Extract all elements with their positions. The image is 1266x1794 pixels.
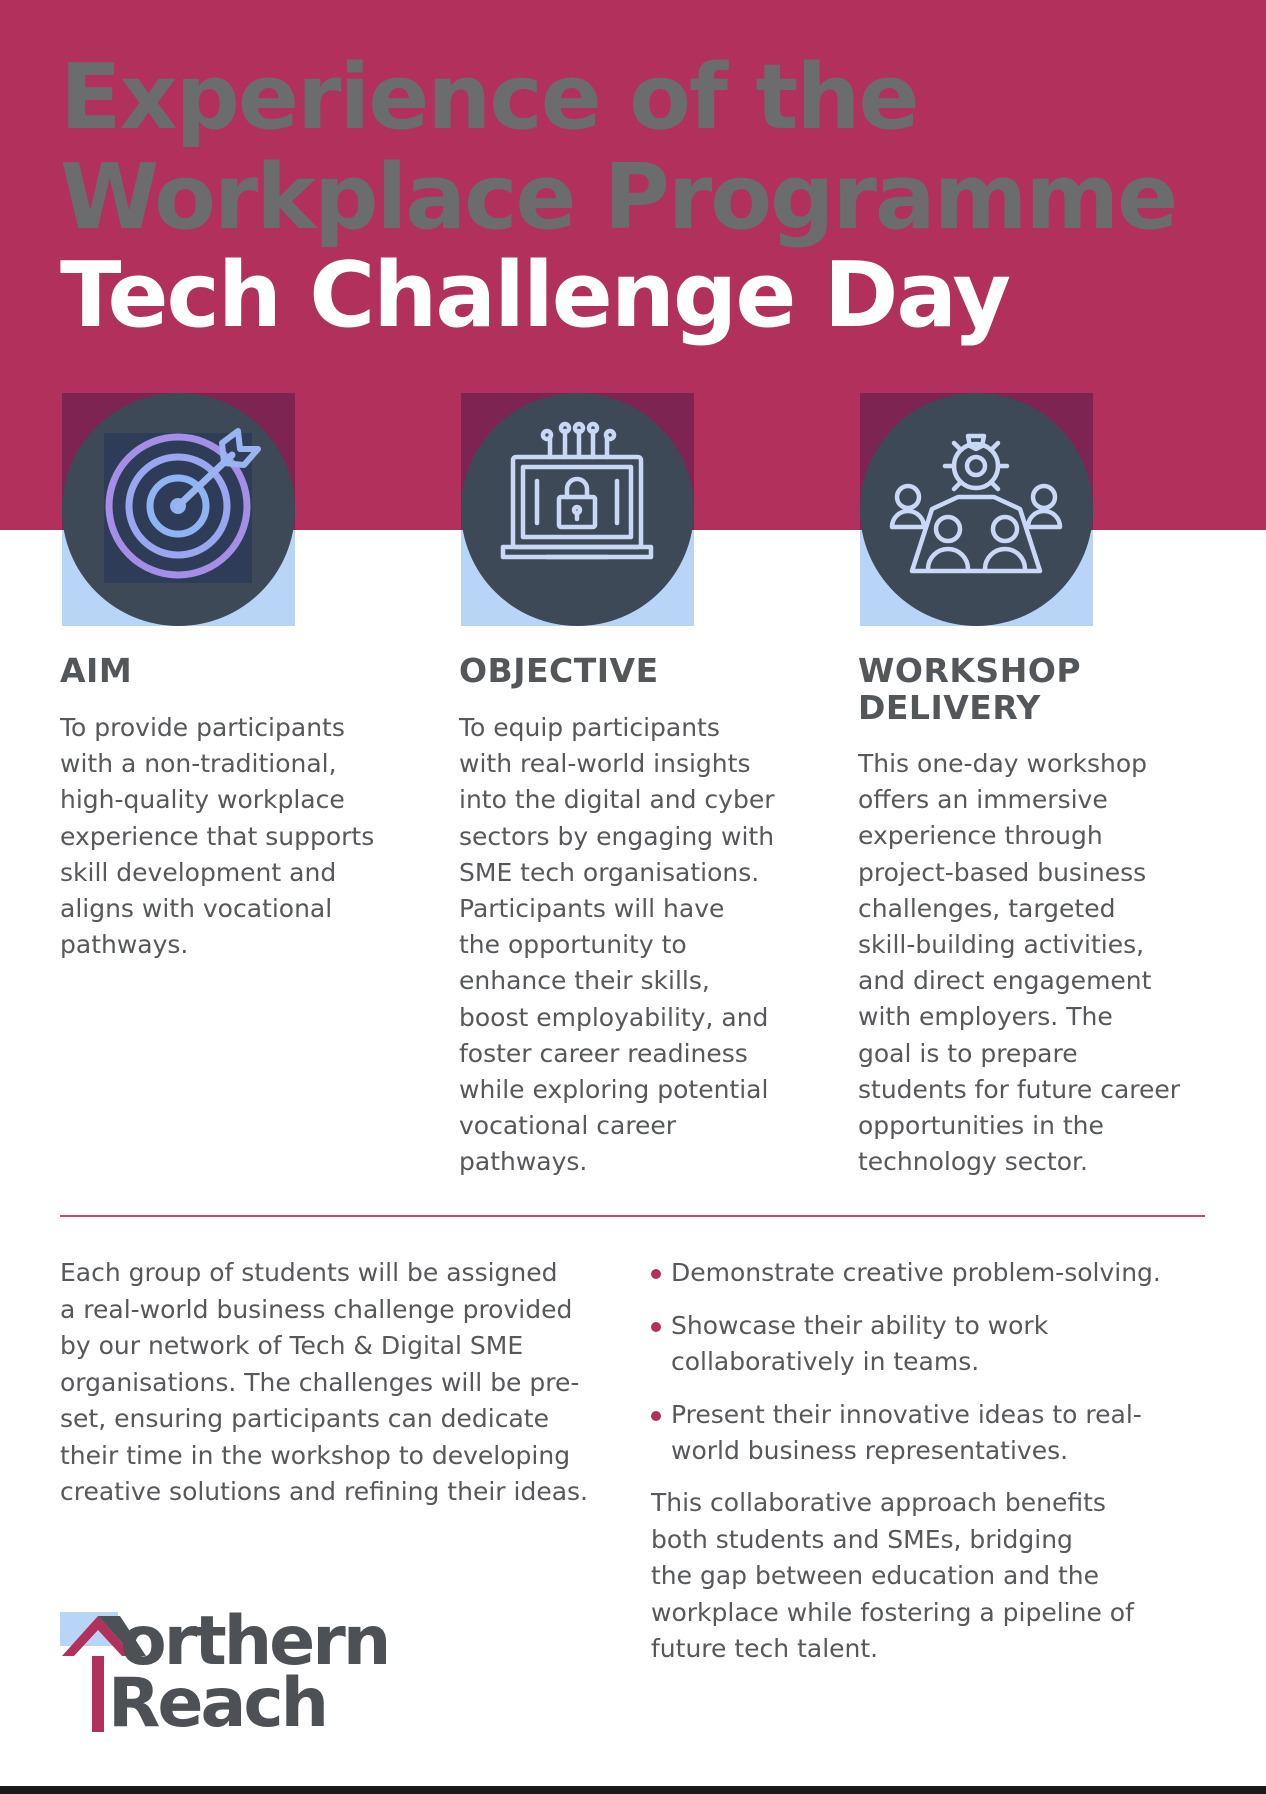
bullet-dot-icon — [651, 1269, 661, 1279]
bullet-dot-icon — [651, 1411, 661, 1421]
list-item: Showcase their ability to work collaboratively in teams. — [651, 1308, 1211, 1381]
benefits-text: This collaborative approach benefits both students and SMEs, bridging the gap between education and the workplace while fostering a pipeline of future tech talent. — [651, 1488, 1134, 1663]
workshop-heading: WORKSHOP DELIVERY — [858, 651, 1082, 727]
aim-icon-box — [62, 393, 295, 626]
objective-text: To equip participants with real-world insights into the digital and cyber sectors by engaging with SME tech organisations. Participants will have the opportunity to enhance their skills, boost employability, and foster career readiness while exploring potential vocational career pathways. — [459, 713, 775, 1177]
challenge-description: Each group of students will be assigned a real-world business challenge provided by our network of Tech & Digital SME organisations. The challenges will be pre- set, ensuring participants can dedicate their time in the workshop to developing creative solutions and refining their ideas. — [60, 1258, 588, 1506]
team-meeting-icon — [860, 393, 1093, 626]
target-icon — [62, 393, 295, 626]
goals-list — [651, 1255, 1211, 1486]
bottom-edge — [0, 1786, 1266, 1794]
workshop-icon-box — [860, 393, 1093, 626]
page-title — [60, 45, 1177, 250]
workshop-text: This one-day workshop offers an immersive experience through project-based business challenges, targeted skill-building activities, and direct engagement with employers. The goal is to prepare students for future career opportunities in the technology sector. — [858, 749, 1181, 1177]
title-line-1: Experience of the — [60, 45, 918, 150]
aim-heading: AIM — [60, 651, 133, 690]
page-subtitle: Tech Challenge Day — [60, 243, 1010, 348]
logo-text-line-2: Reach — [108, 1664, 327, 1743]
logo-text-line-1: orthern — [120, 1602, 389, 1681]
title-line-2: Workplace Programme — [60, 145, 1177, 250]
objective-icon-box — [461, 393, 694, 626]
aim-text: To provide participants with a non-traditional, high-quality workplace experience that supports skill development and aligns with vocational pathways. — [60, 713, 375, 960]
section-divider — [60, 1215, 1205, 1217]
list-item: Demonstrate creative problem-solving. — [651, 1255, 1211, 1292]
northern-reach-logo — [60, 1602, 440, 1743]
list-item: Present their innovative ideas to real- world business representatives. — [651, 1397, 1211, 1470]
laptop-lock-icon — [461, 393, 694, 626]
bullet-dot-icon — [651, 1322, 661, 1332]
objective-heading: OBJECTIVE — [459, 651, 659, 690]
